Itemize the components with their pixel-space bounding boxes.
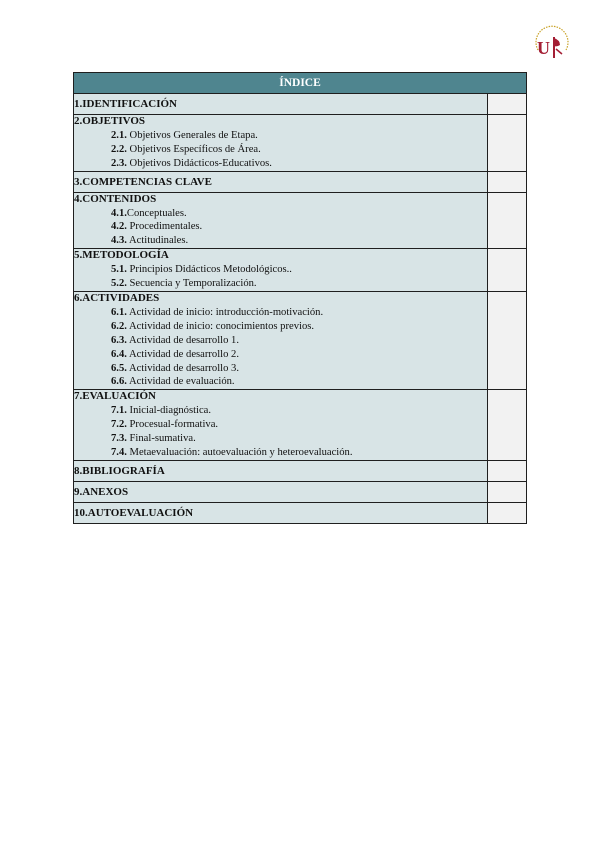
toc-subsection-number: 6.1. [111, 306, 127, 318]
toc-row [74, 481, 527, 502]
toc-section-title: 7.EVALUACIÓN [74, 390, 157, 403]
toc-subsection-text: Conceptuales. [126, 207, 187, 219]
toc-subsection-number: 7.1. [111, 405, 127, 417]
toc-subsection [74, 334, 487, 348]
toc-subsection-text: Objetivos Generales de Etapa. [126, 129, 258, 141]
toc-subsection-text: Secuencia y Temporalización. [126, 278, 257, 290]
toc-section-cell [74, 291, 488, 389]
toc-check-cell[interactable] [488, 481, 527, 502]
toc-section-cell [74, 390, 488, 461]
toc-subsection-number: 4.3. [111, 235, 127, 247]
toc-section-title: 4.CONTENIDOS [74, 192, 157, 205]
toc-subsection-text: Actividad de evaluación. [126, 376, 235, 388]
toc-check-cell[interactable] [488, 192, 527, 249]
toc-subsection-text: Procedimentales. [126, 221, 203, 233]
toc-section-title: 8.BIBLIOGRAFÍA [74, 464, 165, 477]
toc-subsection-text: Objetivos Didácticos-Educativos. [126, 157, 272, 169]
toc-section-title: 2.OBJETIVOS [74, 115, 145, 127]
toc-row [74, 94, 527, 115]
toc-subsection-number: 7.4. [111, 446, 127, 458]
toc-row [74, 249, 527, 292]
toc-subsection-text: Inicial-diagnóstica. [126, 405, 212, 417]
toc-subsection [74, 404, 487, 418]
toc-subsection [74, 207, 487, 221]
toc-subsection-text: Actividad de desarrollo 3. [126, 362, 239, 374]
toc-section-title: 10.AUTOEVALUACIÓN [74, 506, 194, 519]
toc-subsection-text: Principios Didácticos Metodológicos.. [126, 264, 292, 276]
toc-check-cell[interactable] [488, 94, 527, 115]
toc-subsection-number: 7.2. [111, 419, 127, 431]
toc-row [74, 390, 527, 461]
toc-check-cell[interactable] [488, 115, 527, 172]
toc-subsection [74, 263, 487, 277]
toc-subsection-text: Final-sumativa. [126, 433, 196, 445]
toc-subsection [74, 446, 487, 460]
toc-subsection-number: 4.2. [111, 221, 127, 233]
table-of-contents [73, 72, 527, 524]
toc-subsection-number: 4.1. [111, 207, 127, 219]
toc-subsection-text: Actividad de inicio: conocimientos previos. [126, 320, 315, 332]
toc-section-title: 6.ACTIVIDADES [74, 291, 160, 304]
toc-subsection-text: Actividad de desarrollo 2. [126, 348, 239, 360]
toc-subsection-number: 6.2. [111, 320, 127, 332]
toc-section-cell [74, 94, 488, 115]
toc-subsection-number: 7.3. [111, 433, 127, 445]
toc-subsection-text: Procesual-formativa. [126, 419, 219, 431]
toc-section-cell [74, 481, 488, 502]
toc-subsection-text: Actividad de inicio: introducción-motivación. [126, 306, 324, 318]
toc-row [74, 460, 527, 481]
toc-section-title: 9.ANEXOS [74, 485, 129, 498]
toc-subsection-number: 6.5. [111, 362, 127, 374]
toc-section-cell [74, 171, 488, 192]
svg-text:U: U [537, 38, 550, 58]
toc-subsection [74, 234, 487, 248]
toc-subsection-number: 2.2. [111, 143, 127, 155]
toc-row [74, 291, 527, 389]
toc-check-cell[interactable] [488, 390, 527, 461]
toc-section-title: 3.COMPETENCIAS CLAVE [74, 175, 212, 188]
toc-subsection-number: 6.3. [111, 334, 127, 346]
toc-subsection-text: Actitudinales. [126, 235, 189, 247]
toc-subsection [74, 129, 487, 143]
toc-row [74, 502, 527, 523]
toc-check-cell[interactable] [488, 291, 527, 389]
toc-check-cell[interactable] [488, 249, 527, 292]
toc-check-cell[interactable] [488, 460, 527, 481]
toc-row [74, 192, 527, 249]
toc-check-cell[interactable] [488, 502, 527, 523]
toc-section-cell [74, 115, 488, 172]
toc-section-title: 5.METODOLOGÍA [74, 249, 169, 262]
toc-subsection [74, 277, 487, 291]
toc-subsection [74, 320, 487, 334]
toc-header: ÍNDICE [74, 73, 527, 94]
toc-subsection [74, 418, 487, 432]
toc-subsection-number: 5.1. [111, 264, 127, 276]
toc-subsection-number: 6.4. [111, 348, 127, 360]
toc-subsection [74, 220, 487, 234]
toc-subsection-text: Actividad de desarrollo 1. [126, 334, 239, 346]
toc-row [74, 171, 527, 192]
toc-subsection-text: Metaevaluación: autoevaluación y heteroevaluación. [126, 446, 353, 458]
toc-subsection [74, 348, 487, 362]
toc-section-cell [74, 249, 488, 292]
toc-check-cell[interactable] [488, 171, 527, 192]
toc-subsection [74, 306, 487, 320]
toc-subsection-text: Objetivos Específicos de Área. [126, 143, 261, 155]
toc-subsection [74, 432, 487, 446]
toc-row [74, 115, 527, 172]
toc-section-title: 1.IDENTIFICACIÓN [74, 98, 177, 110]
toc-subsection-number: 2.1. [111, 129, 127, 141]
toc-subsection [74, 143, 487, 157]
toc-section-cell [74, 502, 488, 523]
toc-subsection-number: 5.2. [111, 278, 127, 290]
toc-section-cell [74, 192, 488, 249]
toc-subsection-number: 2.3. [111, 157, 127, 169]
toc-section-cell [74, 460, 488, 481]
toc-subsection [74, 362, 487, 376]
toc-subsection [74, 157, 487, 171]
university-seal-icon [530, 20, 574, 72]
toc-subsection [74, 375, 487, 389]
toc-subsection-number: 6.6. [111, 376, 127, 388]
